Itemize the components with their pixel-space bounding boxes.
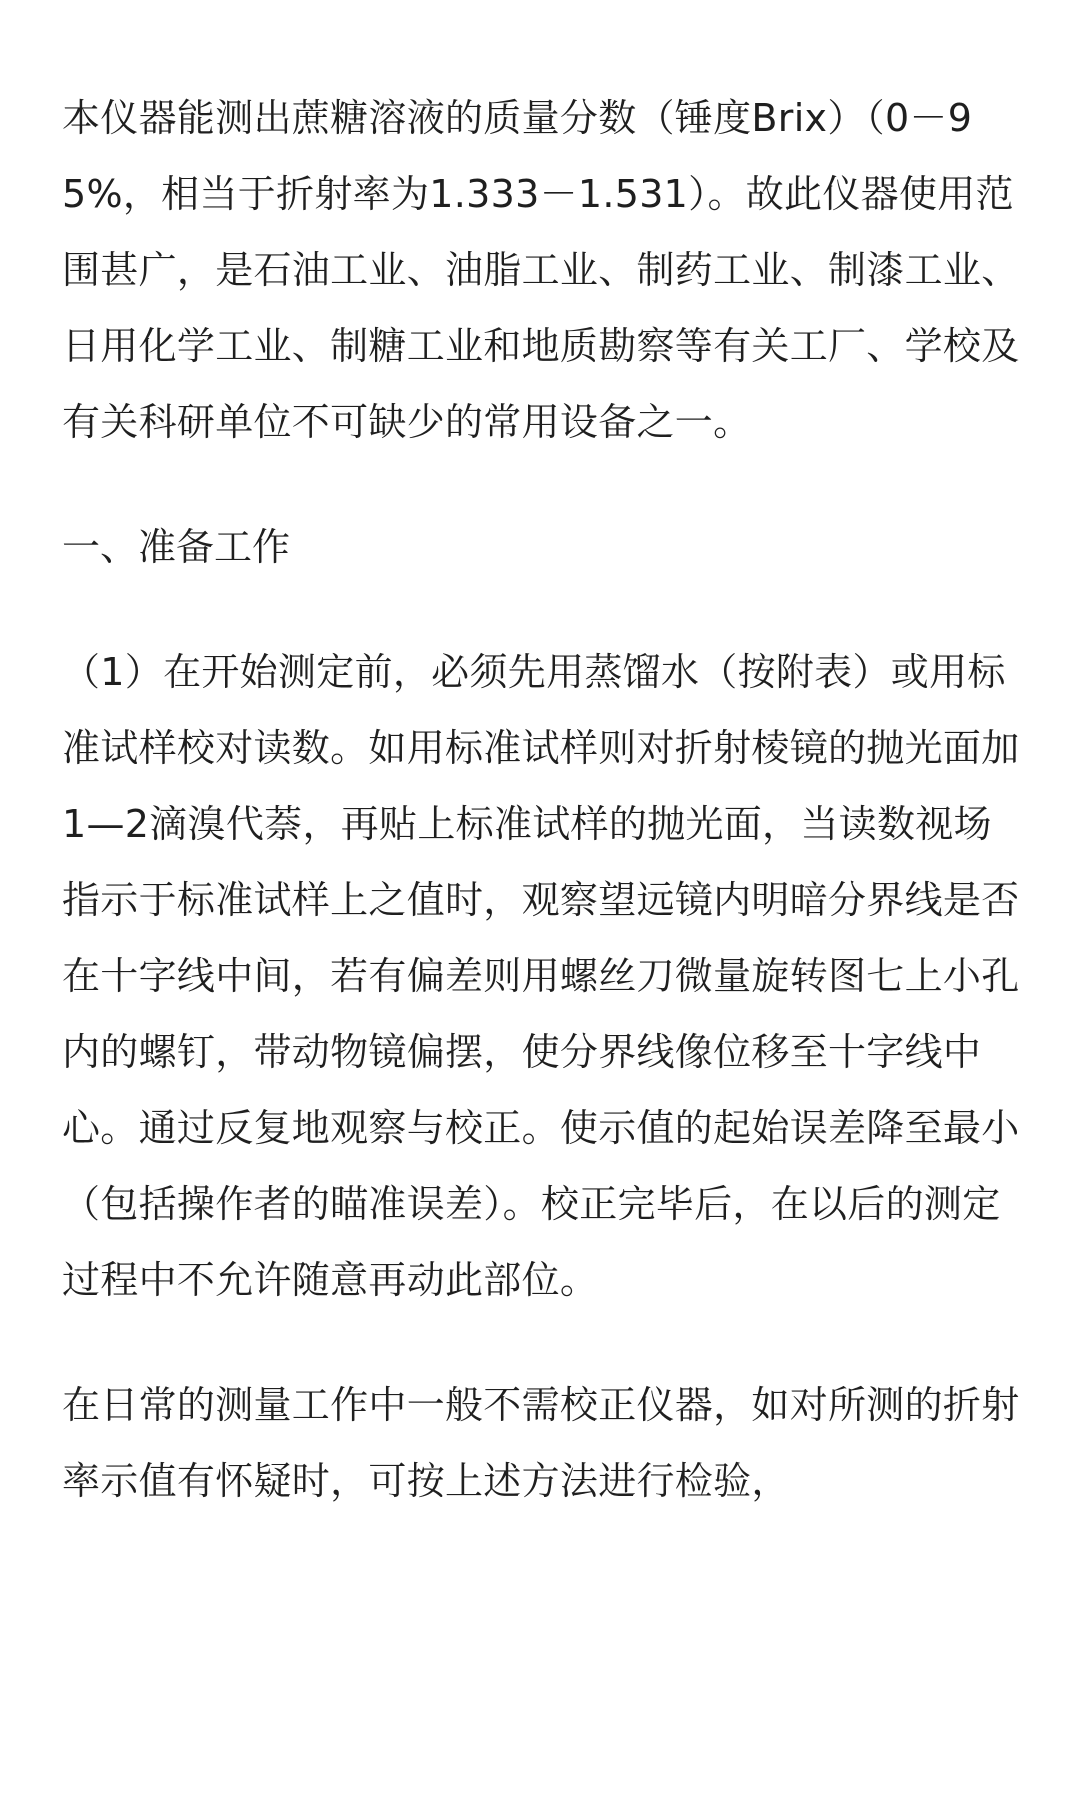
section-heading: 一、准备工作 xyxy=(62,525,291,569)
calibration-paragraph: （1）在开始测定前，必须先用蒸馏水（按附表）或用标准试样校对读数。如用标准试样则对折射棱镜的抛光面加1—2滴溴代萘，再贴上标准试样的抛光面，当读数视场指示于标准试样上之值时，观察望远镜内明暗分界线是否在十字线中间，若有偏差则用螺丝刀微量旋转图七上小孔内的螺钉，带动物镜偏摆，使分界线像位移至十字线中心。通过反复地观察与校正。使示值的起始误差降至最小（包括操作者的瞄准误差）。校正完毕后，在以后的测定过程中不允许随意再动此部位。 xyxy=(62,650,1020,1302)
daily-measurement-paragraph: 在日常的测量工作中一般不需校正仪器，如对所测的折射率示值有怀疑时，可按上述方法进行检验， xyxy=(62,1383,1020,1503)
article-body xyxy=(62,80,1022,1568)
intro-paragraph: 本仪器能测出蔗糖溶液的质量分数（锤度Brix）（0－95%，相当于折射率为1.333－1.531）。故此仪器使用范围甚广，是石油工业、油脂工业、制药工业、制漆工业、日用化学工业、制糖工业和地质勘察等有关工厂、学校及有关科研单位不可缺少的常用设备之一。 xyxy=(62,96,1020,444)
